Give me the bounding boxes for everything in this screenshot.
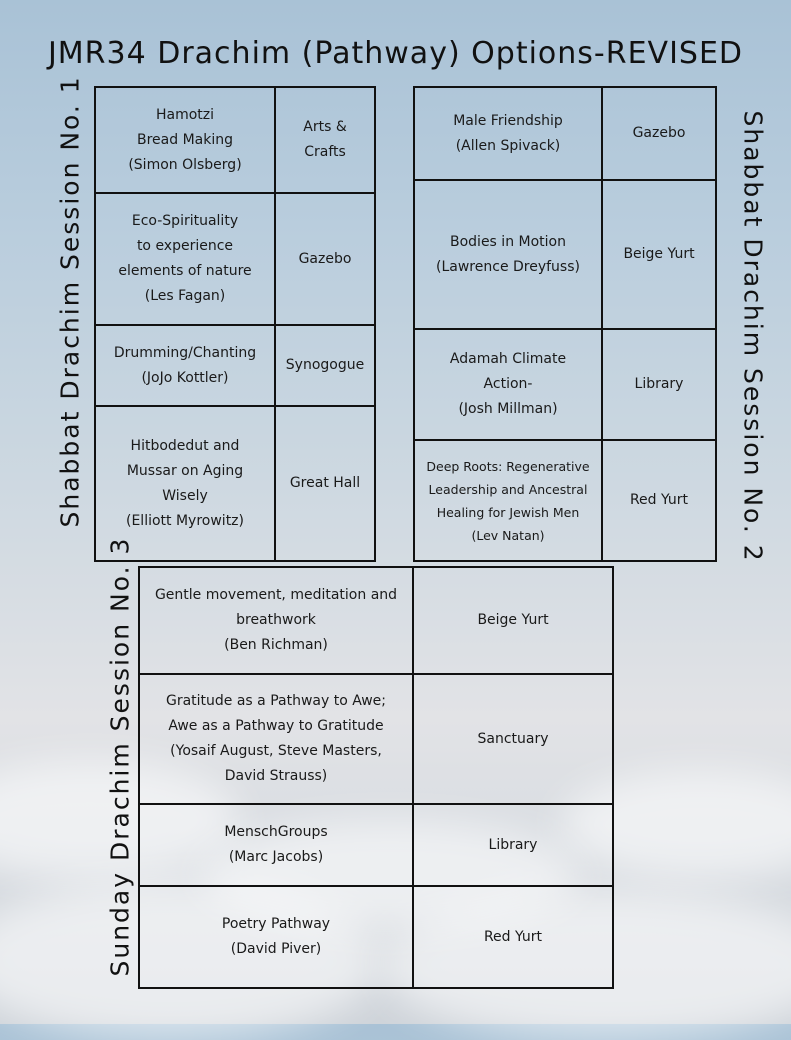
table-row <box>95 87 375 193</box>
session-location: Arts & Crafts <box>275 87 375 193</box>
session-title: Hitbodedut and Mussar on Aging Wisely (Elliott Myrowitz) <box>95 406 275 561</box>
session-title: Bodies in Motion (Lawrence Dreyfuss) <box>414 180 602 329</box>
table-row <box>139 567 613 674</box>
session-title: Drumming/Chanting (JoJo Kottler) <box>95 325 275 406</box>
table-row <box>414 180 716 329</box>
session-title: Gratitude as a Pathway to Awe; Awe as a Pathway to Gratitude (Yosaif August, Steve Masters, David Strauss) <box>139 674 413 804</box>
session3-table <box>138 566 614 989</box>
session-title: Eco-Spirituality to experience elements of nature (Les Fagan) <box>95 193 275 325</box>
table-row <box>414 87 716 180</box>
session-title: Male Friendship (Allen Spivack) <box>414 87 602 180</box>
session1-table <box>94 86 376 562</box>
page-title: JMR34 Drachim (Pathway) Options-REVISED <box>47 36 744 71</box>
session-title: Poetry Pathway (David Piver) <box>139 886 413 988</box>
session-title: Gentle movement, meditation and breathwork (Ben Richman) <box>139 567 413 674</box>
session-location: Red Yurt <box>602 440 716 561</box>
session-location: Synogogue <box>275 325 375 406</box>
session3-label: Sunday Drachim Session No. 3 <box>105 536 135 977</box>
session-location: Library <box>413 804 613 886</box>
session2-table <box>413 86 717 562</box>
session1-label: Shabbat Drachim Session No. 1 <box>55 75 85 528</box>
session-location: Great Hall <box>275 406 375 561</box>
table-row <box>414 440 716 561</box>
session-location: Gazebo <box>275 193 375 325</box>
session-location: Sanctuary <box>413 674 613 804</box>
session-title: Deep Roots: Regenerative Leadership and Ancestral Healing for Jewish Men (Lev Natan) <box>414 440 602 561</box>
table-row <box>139 804 613 886</box>
session-title: MenschGroups (Marc Jacobs) <box>139 804 413 886</box>
session-location: Red Yurt <box>413 886 613 988</box>
table-row <box>95 193 375 325</box>
session2-label: Shabbat Drachim Session No. 2 <box>738 110 768 563</box>
table-row <box>139 674 613 804</box>
session-title: Adamah Climate Action- (Josh Millman) <box>414 329 602 440</box>
table-row <box>414 329 716 440</box>
session-location: Gazebo <box>602 87 716 180</box>
session-location: Beige Yurt <box>602 180 716 329</box>
table-row <box>139 886 613 988</box>
table-row <box>95 406 375 561</box>
session-location: Beige Yurt <box>413 567 613 674</box>
session-title: Hamotzi Bread Making (Simon Olsberg) <box>95 87 275 193</box>
session-location: Library <box>602 329 716 440</box>
table-row <box>95 325 375 406</box>
